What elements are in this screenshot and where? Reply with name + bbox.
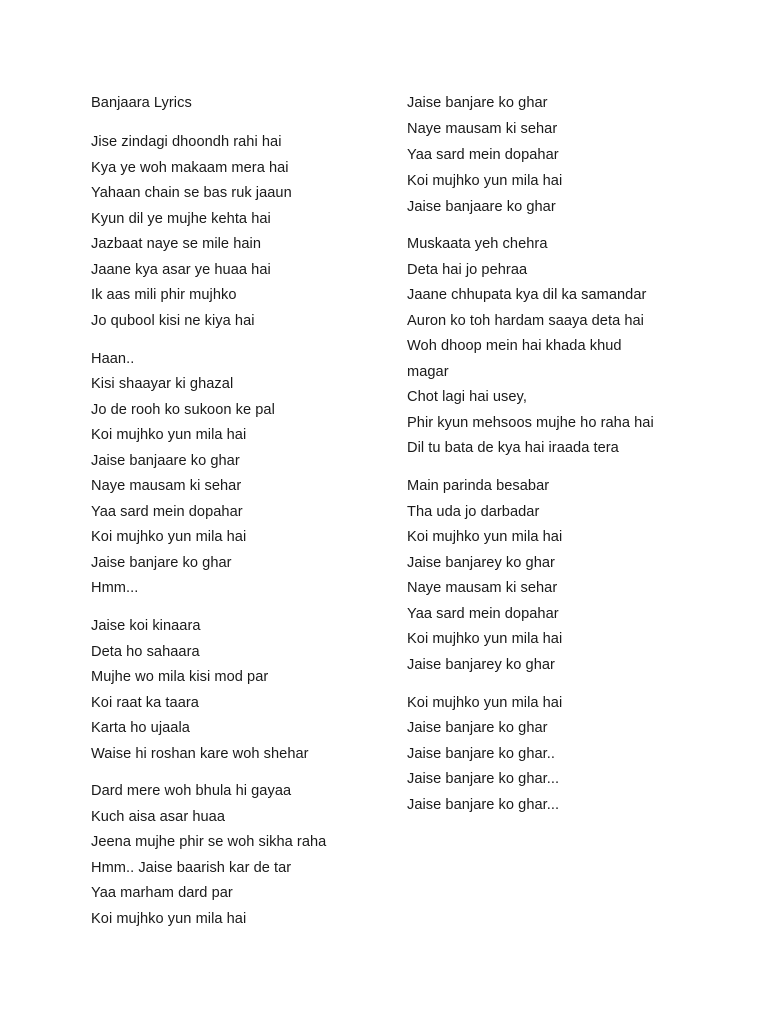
lyric-line: Chot lagi hai usey, — [407, 389, 527, 405]
lyric-line: Jise zindagi dhoondh rahi hai — [91, 134, 282, 150]
lyric-line: Koi mujhko yun mila hai — [407, 695, 563, 711]
lyric-line: Naye mausam ki sehar — [407, 121, 558, 137]
lyric-line: Main parinda besabar — [407, 478, 550, 494]
lyric-line: Muskaata yeh chehra — [407, 236, 548, 252]
lyric-line: Jaise banjare ko ghar — [407, 720, 548, 736]
lyric-line: Woh dhoop mein hai khada khud — [407, 338, 622, 354]
lyric-line: Kya ye woh makaam mera hai — [91, 160, 289, 176]
lyric-line: Koi mujhko yun mila hai — [407, 173, 563, 189]
lyric-line: Yaa sard mein dopahar — [407, 606, 559, 622]
lyric-line: Kuch aisa asar huaa — [91, 809, 226, 825]
lyric-line: Jaise banjare ko ghar.. — [407, 746, 555, 762]
lyric-line: Tha uda jo darbadar — [407, 504, 540, 520]
lyric-line: Jaane chhupata kya dil ka samandar — [407, 287, 647, 303]
lyric-line: Jaise banjare ko ghar... — [407, 771, 560, 787]
lyric-line: Koi mujhko yun mila hai — [91, 427, 247, 443]
lyric-line: Jaise banjarey ko ghar — [407, 555, 555, 571]
lyric-line: Deta ho sahaara — [91, 644, 200, 660]
lyric-line: Jo qubool kisi ne kiya hai — [91, 313, 255, 329]
lyric-line: Dil tu bata de kya hai iraada tera — [407, 440, 619, 456]
lyric-line: Jo de rooh ko sukoon ke pal — [91, 402, 275, 418]
lyric-line: Kisi shaayar ki ghazal — [91, 376, 234, 392]
lyric-line: Yaa sard mein dopahar — [91, 504, 243, 520]
lyric-line: Koi mujhko yun mila hai — [407, 529, 563, 545]
lyric-line: Jaise koi kinaara — [91, 618, 201, 634]
lyric-line: Ik aas mili phir mujhko — [91, 287, 237, 303]
lyric-line: Hmm.. Jaise baarish kar de tar — [91, 860, 292, 876]
lyric-line: Deta hai jo pehraa — [407, 262, 528, 278]
lyric-line: Jazbaat naye se mile hain — [91, 236, 261, 252]
lyric-line: Haan.. — [91, 351, 135, 367]
lyric-line: Koi raat ka taara — [91, 695, 199, 711]
lyric-line: Jaise banjaare ko ghar — [91, 453, 240, 469]
lyric-line: Koi mujhko yun mila hai — [91, 529, 247, 545]
lyric-line: Waise hi roshan kare woh shehar — [91, 746, 309, 762]
lyric-line: Karta ho ujaala — [91, 720, 190, 736]
lyric-line: Yaa marham dard par — [91, 885, 233, 901]
lyric-line: Koi mujhko yun mila hai — [91, 911, 247, 927]
lyric-line: Jaise banjarey ko ghar — [407, 657, 555, 673]
lyric-line: Jaise banjare ko ghar... — [407, 797, 560, 813]
lyric-line: Koi mujhko yun mila hai — [407, 631, 563, 647]
lyric-line: Jaise banjare ko ghar — [91, 555, 232, 571]
lyric-line: Mujhe wo mila kisi mod par — [91, 669, 269, 685]
document-title: Banjaara Lyrics — [91, 95, 192, 111]
lyric-line: Jaise banjaare ko ghar — [407, 199, 556, 215]
lyric-line: Jaane kya asar ye huaa hai — [91, 262, 271, 278]
lyric-line: magar — [407, 364, 449, 380]
lyric-line: Auron ko toh hardam saaya deta hai — [407, 313, 644, 329]
lyric-line: Yahaan chain se bas ruk jaaun — [91, 185, 292, 201]
lyric-line: Kyun dil ye mujhe kehta hai — [91, 211, 271, 227]
lyric-line: Naye mausam ki sehar — [91, 478, 242, 494]
lyric-line: Yaa sard mein dopahar — [407, 147, 559, 163]
lyric-line: Jeena mujhe phir se woh sikha raha — [91, 834, 327, 850]
lyric-line: Phir kyun mehsoos mujhe ho raha hai — [407, 415, 654, 431]
lyric-line: Jaise banjare ko ghar — [407, 95, 548, 111]
lyric-line: Hmm... — [91, 580, 139, 596]
lyric-line: Naye mausam ki sehar — [407, 580, 558, 596]
lyric-line: Dard mere woh bhula hi gayaa — [91, 783, 292, 799]
